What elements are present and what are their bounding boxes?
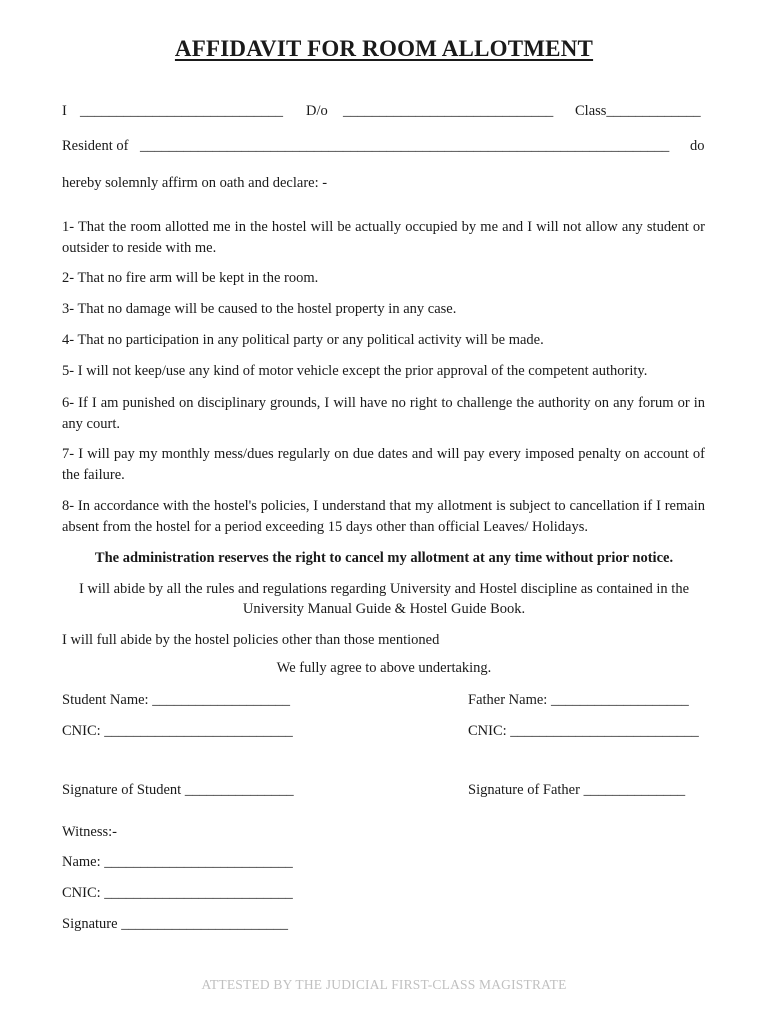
clause-3: 3- That no damage will be caused to the hostel property in any case. [62, 301, 457, 317]
father-name-blank[interactable]: _____________________________ [343, 103, 554, 119]
attestation-footer: ATTESTED BY THE JUDICIAL FIRST-CLASS MAGISTRATE [201, 977, 567, 992]
abide-line-1: I will abide by all the rules and regulations regarding University and Hostel discipline as contained in the [78, 581, 690, 597]
policies-line: I will full abide by the hostel policies other than those mentioned [62, 632, 440, 648]
witness-signature-field[interactable]: Signature _______________________ [62, 916, 288, 932]
father-name-field[interactable]: Father Name: ___________________ [468, 692, 689, 708]
admin-notice: The administration reserves the right to cancel my allotment at any time without prior notice. [94, 550, 674, 566]
student-name-field[interactable]: Student Name: ___________________ [62, 692, 290, 708]
clause-6: 6- If I am punished on disciplinary grounds, I will have no right to challenge the authority on any forum or in any court. [62, 395, 705, 432]
student-signature-field[interactable]: Signature of Student _______________ [62, 782, 294, 798]
agree-line: We fully agree to above undertaking. [276, 660, 492, 676]
student-cnic-field[interactable]: CNIC: __________________________ [62, 723, 293, 739]
witness-label: Witness:- [62, 824, 117, 840]
do-label: D/o [306, 103, 328, 119]
clause-1: 1- That the room allotted me in the hostel will be actually occupied by me and I will not allow any student or outsider to reside with me. [62, 219, 705, 256]
intro-text: hereby solemnly affirm on oath and declare: - [62, 175, 328, 191]
clause-5: 5- I will not keep/use any kind of motor vehicle except the prior approval of the competent authority. [62, 363, 648, 379]
class-field[interactable]: Class_____________ [575, 103, 701, 119]
abide-line-2: University Manual Guide & Hostel Guide Book. [242, 601, 526, 617]
clause-7: 7- I will pay my monthly mess/dues regularly on due dates and will pay every imposed penalty on account of the failure. [62, 446, 705, 483]
resident-suffix: do [690, 138, 705, 154]
father-cnic-field[interactable]: CNIC: __________________________ [468, 723, 699, 739]
witness-cnic-field[interactable]: CNIC: __________________________ [62, 885, 293, 901]
clause-4: 4- That no participation in any political party or any political activity will be made. [62, 332, 544, 348]
father-signature-field[interactable]: Signature of Father ______________ [468, 782, 686, 798]
name-blank[interactable]: ____________________________ [80, 103, 283, 119]
witness-name-field[interactable]: Name: __________________________ [62, 854, 293, 870]
resident-label: Resident of [62, 138, 129, 154]
page-title: AFFIDAVIT FOR ROOM ALLOTMENT [174, 36, 594, 61]
clause-2: 2- That no fire arm will be kept in the room. [62, 270, 319, 286]
resident-blank[interactable]: _________________________________________________________________________ [140, 138, 670, 154]
clause-8: 8- In accordance with the hostel's policies, I understand that my allotment is subject to cancellation if I remain absent from the hostel for a period exceeding 15 days other than official Leaves/ Holidays. [62, 498, 705, 535]
i-label: I [62, 103, 67, 119]
